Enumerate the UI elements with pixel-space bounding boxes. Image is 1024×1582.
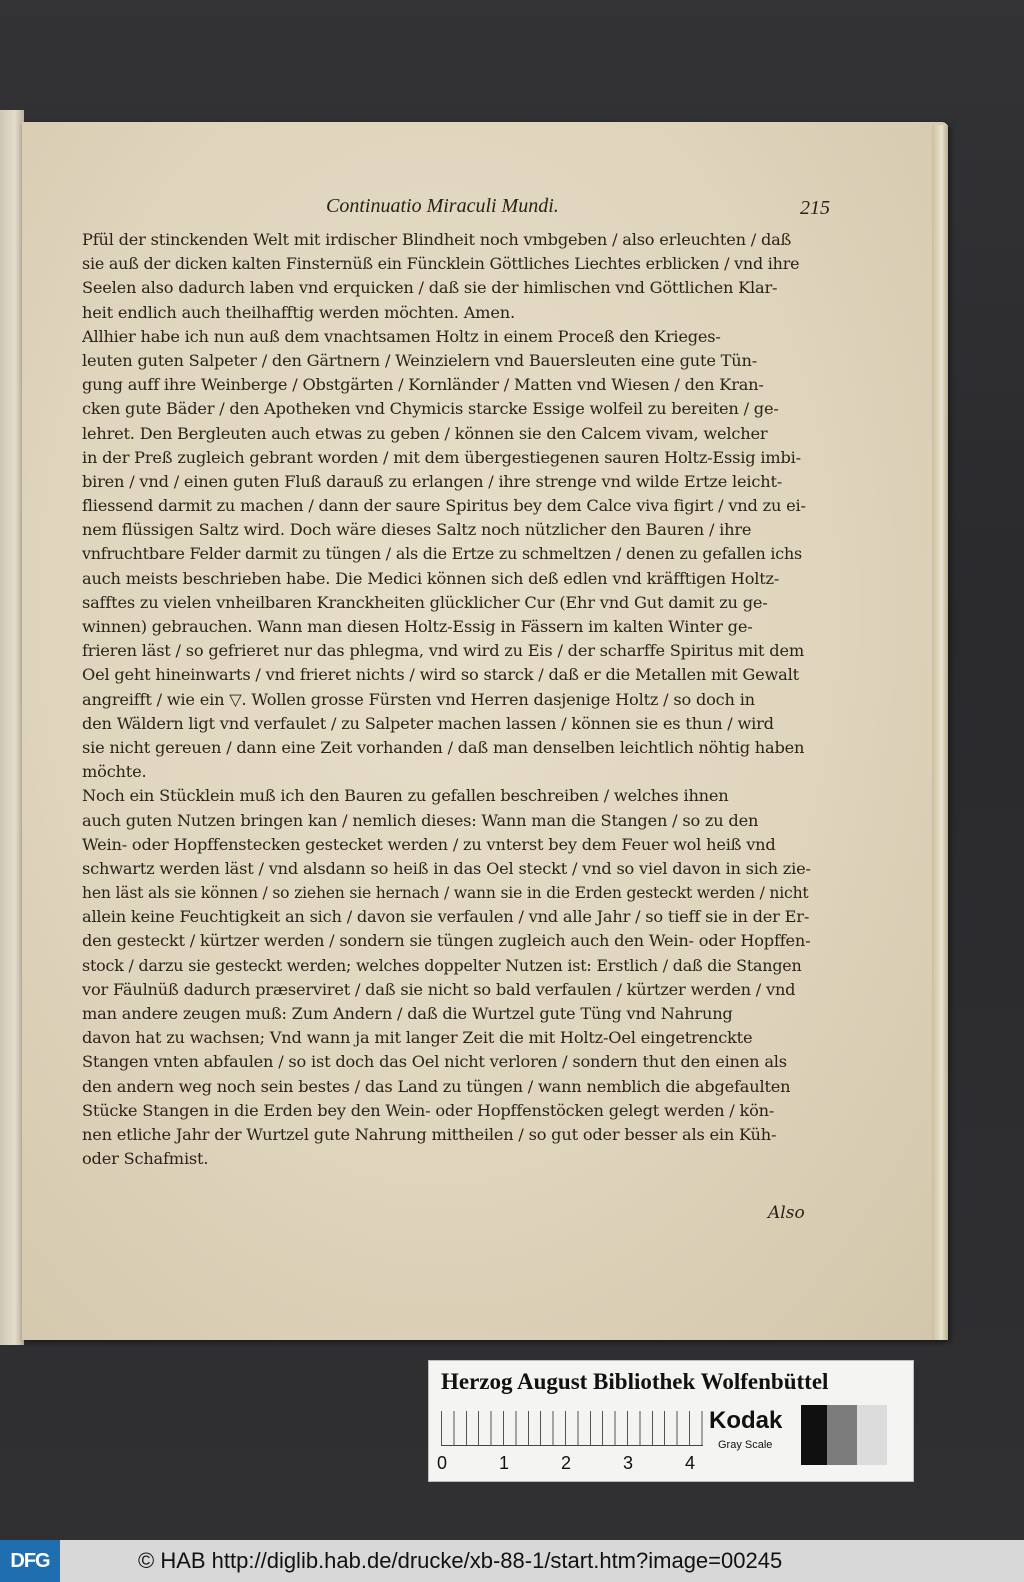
footer-bar (0, 1540, 1024, 1582)
text-line: sie nicht gereuen / dann eine Zeit vorhanden / daß man denselben leichtlich nöhtig haben (82, 737, 805, 757)
text-line: Pfül der stinckenden Welt mit irdischer Blindheit noch vmbgeben / also erleuchten / daß (82, 230, 792, 249)
ruler-number: 1 (499, 1453, 510, 1473)
text-line: vor Fäulnüß dadurch præserviret / daß sie nicht so bald verfaulen / kürtzer werden / vnd (82, 979, 796, 999)
text-line: hen läst als sie können / so ziehen sie hernach / wann sie in die Erden gesteckt werden / nicht (82, 884, 809, 903)
ruler-numbers (437, 1453, 717, 1475)
body-text (82, 228, 812, 1171)
text-line: Seelen also dadurch laben vnd erquicken / daß sie der himlischen vnd Göttlichen Klar- (82, 278, 778, 298)
text-line: winnen) gebrauchen. Wann man diesen Holtz-Essig in Fässern im kalten Winter ge- (82, 617, 753, 636)
catchword: Also (768, 1203, 805, 1223)
running-head (300, 195, 830, 225)
ruler-number: 4 (685, 1453, 696, 1473)
gray-scale-label: Gray Scale (718, 1439, 773, 1451)
ruler-scale (441, 1411, 703, 1446)
text-line: frieren läst / so gefrieret nur das phlegma, vnd wird zu Eis / der scharffe Spiritus mit dem (82, 641, 804, 661)
copyright-link[interactable]: © HAB http://diglib.hab.de/drucke/xb-88-1/start.htm?image=00245 (138, 1548, 783, 1573)
text-line: Stangen vnten abfaulen / so ist doch das Oel nicht verloren / sondern thut den einen als (82, 1052, 787, 1072)
text-line: nem flüssigen Saltz wird. Doch wäre dieses Saltz noch nützlicher den Bauren / ihre (82, 520, 752, 540)
text-line: biren / vnd / einen guten Fluß darauß zu erlangen / ihre strenge vnd wilde Ertze leicht- (82, 471, 783, 491)
gray-patch-mid (827, 1405, 857, 1465)
text-line: oder Schafmist. (82, 1149, 209, 1169)
gray-patch-black (801, 1405, 827, 1465)
text-line: in der Preß zugleich gebrant worden / mit dem übergestiegenen sauren Holtz-Essig imbi- (82, 447, 801, 467)
text-line: schwartz werden läst / vnd alsdann so heiß in das Oel steckt / vnd so viel davon in sich zie- (82, 858, 811, 878)
text-line: Oel geht hineinwarts / vnd frieret nichts / wird so starck / daß er die Metallen mit Gewalt (82, 665, 799, 685)
text-line: vnfruchtbare Felder darmit zu tüngen / als die Ertze zu schmeltzen / denen zu gefallen ichs (82, 544, 802, 564)
text-line: den andern weg noch sein bestes / das Land zu tüngen / wann nemblich die abgefaulten (82, 1076, 791, 1096)
text-line: lehret. Den Bergleuten auch etwas zu geben / können sie den Calcem vivam, welcher (82, 423, 768, 443)
page-edge (0, 110, 24, 1345)
page-edge-right (932, 125, 948, 1340)
text-line: man andere zeugen muß: Zum Andern / daß die Wurtzel gute Tüng vnd Nahrung (82, 1004, 733, 1023)
text-line: gung auff ihre Weinberge / Obstgärten / Kornländer / Matten vnd Wiesen / den Kran- (82, 375, 764, 395)
text-line: nen etliche Jahr der Wurtzel gute Nahrung mittheilen / so gut oder besser als ein Küh- (82, 1124, 777, 1144)
text-line: davon hat zu wachsen; Vnd wann ja mit langer Zeit die mit Holtz-Oel eingetrenckte (82, 1028, 753, 1048)
running-title: Continuatio Miraculi Mundi. (326, 195, 559, 217)
color-target-card (428, 1360, 914, 1482)
text-line: stock / darzu sie gesteckt werden; welches doppelter Nutzen ist: Erstlich / daß die Stangen (82, 955, 802, 975)
ruler-number: 2 (561, 1453, 572, 1473)
ruler-number: 3 (623, 1453, 634, 1473)
page-number: 215 (800, 197, 830, 219)
text-line: heit endlich auch theilhafftig werden möchten. Amen. (82, 302, 515, 322)
text-line: allein keine Feuchtigkeit an sich / davon sie verfaulen / vnd alle Jahr / so tieff sie in der Er- (82, 907, 810, 927)
text-line: Wein- oder Hopffenstecken gestecket werden / zu vnterst bey dem Feuer wol heiß vnd (82, 834, 776, 854)
text-line: auch meists beschrieben habe. Die Medici können sich deß edlen vnd kräfftigen Holtz- (82, 568, 780, 588)
text-line: möchte. (82, 762, 147, 782)
gray-patch-light (857, 1405, 887, 1465)
text-line: angreifft / wie ein ▽. Wollen grosse Fürsten vnd Herren dasjenige Holtz / so doch in (82, 689, 755, 709)
ruler-number: 0 (437, 1453, 448, 1473)
text-line: den Wäldern ligt vnd verfaulet / zu Salpeter machen lassen / können sie es thun / wird (82, 713, 774, 733)
text-line: den gesteckt / kürtzer werden / sondern sie tüngen zugleich auch den Wein- oder Hopffen- (82, 931, 811, 951)
text-line: Stücke Stangen in die Erden bey den Wein- oder Hopffenstöcken gelegt werden / kön- (82, 1100, 775, 1120)
text-line: Noch ein Stücklein muß ich den Bauren zu gefallen beschreiben / welches ihnen (82, 786, 729, 806)
text-line: Allhier habe ich nun auß dem vnachtsamen Holtz in einem Proceß den Krieges- (82, 326, 721, 346)
institution-name: Herzog August Bibliothek Wolfenbüttel (441, 1369, 829, 1394)
kodak-brand: Kodak (709, 1407, 783, 1434)
text-line: safftes zu vielen vnheilbaren Kranckheiten glücklicher Cur (Ehr vnd Gut damit zu ge- (82, 592, 768, 612)
text-line: fliessend darmit zu machen / dann der saure Spiritus bey dem Calce viva figirt / vnd zu ei- (82, 496, 806, 516)
dfg-logo: DFG (0, 1540, 60, 1582)
text-line: sie auß der dicken kalten Finsternüß ein Füncklein Göttliches Liechtes erblicken / vnd ihre (82, 254, 800, 274)
text-line: cken gute Bäder / den Apotheken vnd Chymicis starcke Essige wolfeil zu bereiten / ge- (82, 399, 779, 419)
text-line: leuten guten Salpeter / den Gärtnern / Weinzielern vnd Bauersleuten eine gute Tün- (82, 350, 757, 370)
text-line: auch guten Nutzen bringen kan / nemlich dieses: Wann man die Stangen / so zu den (82, 810, 759, 830)
